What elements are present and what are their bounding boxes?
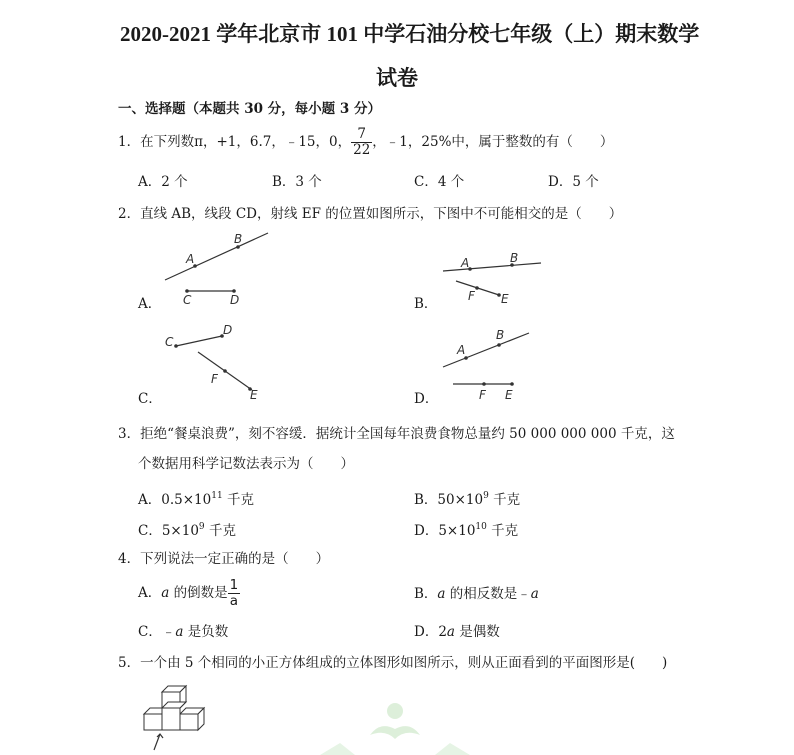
q3-option-c xyxy=(138,519,236,539)
q3-option-d xyxy=(414,519,518,539)
question-5: 5．一个由 5 个相同的小正方体组成的立体图形如图所示，则从正面看到的平面图形是( ) xyxy=(118,655,668,671)
q4-d-pre: D．2 xyxy=(414,624,447,640)
q4-c-var: a xyxy=(175,624,184,640)
q2-option-b: B． xyxy=(414,296,438,312)
q2-option-d: D． xyxy=(414,391,439,407)
figD-line-ab xyxy=(443,333,529,367)
q3-c-exp: 9 xyxy=(198,522,205,532)
q4-d-var: a xyxy=(446,624,455,640)
figC-label-e: E xyxy=(250,388,258,402)
q2-option-a: A． xyxy=(138,296,162,312)
figB-label-f: F xyxy=(468,289,475,303)
figA-label-d: D xyxy=(230,293,240,307)
q3-option-a xyxy=(138,488,254,508)
q4-c-pre: C．﹣ xyxy=(138,624,176,640)
figD-label-a: A xyxy=(457,343,466,357)
figC-label-f: F xyxy=(211,372,218,386)
figD-label-e: E xyxy=(505,388,513,402)
q1-suffix: ，﹣1，25%中，属于整数的有（ ） xyxy=(372,134,614,150)
q3-a-pre: A．0.5×10 xyxy=(138,492,212,508)
paper-title-line2: 试卷 xyxy=(376,66,418,90)
q1-frac-num: 7 xyxy=(351,127,372,143)
q4-option-a xyxy=(138,578,240,609)
figD-label-f: F xyxy=(479,388,486,402)
watermark-logo xyxy=(300,695,490,755)
q3-b-exp: 9 xyxy=(483,491,489,501)
q3-option-b xyxy=(414,488,520,508)
question-3-line1: 3．拒绝“餐桌浪费”，刻不容缓．据统计全国每年浪费食物总量约 50 000 000 000 千克，这 xyxy=(118,426,675,442)
q4-d-mid: 是偶数 xyxy=(454,624,500,640)
q4-b-mid: 的相反数是﹣ xyxy=(445,586,531,602)
q5-cube-figure xyxy=(130,680,220,755)
q3-d-exp: 10 xyxy=(475,522,487,532)
figA-label-a: A xyxy=(186,252,195,266)
q3-c-pre: C．5×10 xyxy=(138,523,199,539)
figB-line-ab xyxy=(443,263,541,271)
q4-a-frac-num: 1 xyxy=(229,577,239,593)
q3-a-exp: 11 xyxy=(211,491,223,501)
q1-option-c: C．4 个 xyxy=(414,174,465,190)
figD-label-b: B xyxy=(496,328,505,342)
figC-label-c: C xyxy=(165,335,174,349)
q1-option-a: A．2 个 xyxy=(138,174,188,190)
figB-label-a: A xyxy=(461,256,470,270)
q2-option-c: C． xyxy=(138,391,162,407)
q4-a-fraction xyxy=(228,578,241,609)
q4-b-var: a xyxy=(437,586,446,602)
q3-c-post: 千克 xyxy=(204,523,236,539)
q3-d-pre: D．5×10 xyxy=(414,523,476,539)
q2-figure-c xyxy=(165,323,258,402)
q4-a-mid: 的倒数是 xyxy=(169,585,228,601)
q3-a-post: 千克 xyxy=(222,492,254,508)
q1-option-b: B．3 个 xyxy=(272,174,322,190)
q4-b-var2: a xyxy=(530,586,539,602)
figB-label-e: E xyxy=(501,292,509,306)
q3-b-pre: B．50×10 xyxy=(414,492,484,508)
q4-b-pre: B． xyxy=(414,586,438,602)
question-3-line2: 个数据用科学记数法表示为（ ） xyxy=(138,456,354,472)
q4-option-d xyxy=(414,624,500,640)
figC-segment-cd xyxy=(176,336,222,346)
figA-line-ab xyxy=(165,233,268,280)
q4-option-c xyxy=(138,624,228,640)
q4-a-frac-den: a xyxy=(229,593,239,609)
question-4: 4．下列说法一定正确的是（ ） xyxy=(118,551,330,567)
q4-a-var: a xyxy=(161,585,170,601)
q3-b-post: 千克 xyxy=(488,492,521,508)
question-2: 2．直线 AB，线段 CD，射线 EF 的位置如图所示，下图中不可能相交的是（ ） xyxy=(118,206,623,222)
q2-figure-a xyxy=(165,232,268,307)
figB-label-b: B xyxy=(510,251,519,265)
figA-label-c: C xyxy=(183,293,192,307)
section-heading: 一、选择题（本题共 30 分，每小题 3 分） xyxy=(118,101,381,117)
q2-figure-b xyxy=(443,251,541,306)
figA-label-b: B xyxy=(234,232,243,246)
q4-option-b xyxy=(414,586,539,602)
paper-title-line1: 2020-2021 学年北京市 101 中学石油分校七年级（上）期末数学 xyxy=(120,22,700,46)
q3-d-post: 千克 xyxy=(486,523,519,539)
figC-label-d: D xyxy=(223,323,233,337)
q1-prefix: 1．在下列数π，+1，6.7，﹣15，0， xyxy=(118,134,352,150)
q1-option-d: D．5 个 xyxy=(548,174,599,190)
q4-a-pre: A． xyxy=(138,585,162,601)
q1-frac-den: 22 xyxy=(353,142,371,158)
q4-c-mid: 是负数 xyxy=(183,624,229,640)
q2-figure-d xyxy=(443,328,529,402)
